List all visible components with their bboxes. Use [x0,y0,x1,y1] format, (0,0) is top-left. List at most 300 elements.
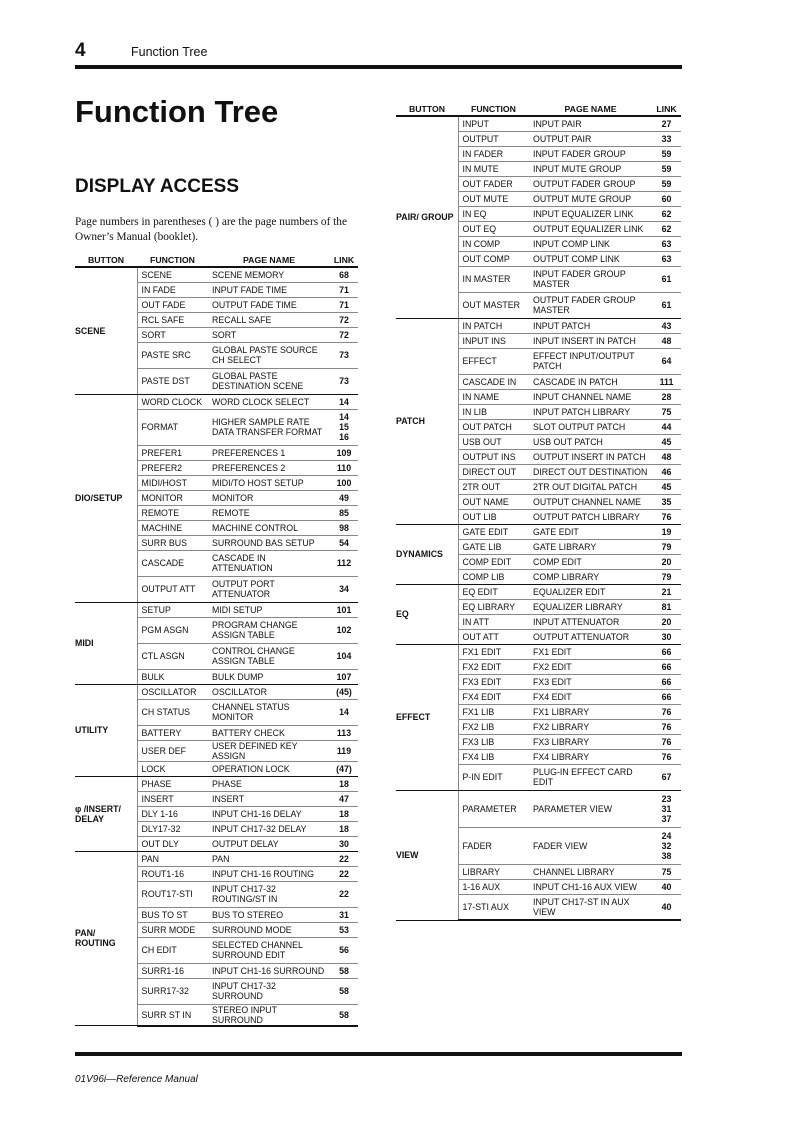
page-name-cell: SCENE MEMORY [208,267,330,282]
button-group-label: PAN/ ROUTING [75,851,137,1026]
page-name-cell: FX4 LIBRARY [529,749,652,764]
function-cell: INPUT INS [458,333,529,348]
link-cell [652,827,681,864]
page-name-cell: MIDI SETUP [208,602,330,617]
function-cell: PASTE SRC [137,342,208,368]
link-cell: 101 [330,602,358,617]
function-cell: OUTPUT ATT [137,576,208,602]
function-cell: OUTPUT INS [458,449,529,464]
button-group-label: MIDI [75,602,137,684]
page-title: Function Tree [75,94,279,129]
page-name-cell: MACHINE CONTROL [208,520,330,535]
page-name-cell: OUTPUT CHANNEL NAME [529,494,652,509]
page-name-cell: OPERATION LOCK [208,761,330,776]
page-name-cell: SURROUND MODE [208,922,330,937]
function-cell: SURR MODE [137,922,208,937]
link-cell: 62 [652,206,681,221]
function-cell: OUT EQ [458,221,529,236]
function-cell: FX2 LIB [458,719,529,734]
function-cell: FORMAT [137,409,208,445]
page-name-cell: OUTPUT FADER GROUP MASTER [529,292,652,318]
page-name-cell: HIGHER SAMPLE RATE DATA TRANSFER FORMAT [208,409,330,445]
link-cell: 63 [652,236,681,251]
link-cell: 56 [330,937,358,963]
header-function: FUNCTION [458,102,529,116]
function-cell: PARAMETER [458,790,529,827]
table-row [75,684,358,699]
function-cell: 17-STI AUX [458,894,529,920]
link-cell: 14 [330,699,358,725]
page-name-cell: GLOBAL PASTE SOURCE CH SELECT [208,342,330,368]
function-cell: FX1 EDIT [458,644,529,659]
function-cell: GATE EDIT [458,524,529,539]
link-cell: 53 [330,922,358,937]
link-cell: 100 [330,475,358,490]
link-cell: 54 [330,535,358,550]
page-name-cell: INPUT PAIR [529,116,652,131]
function-cell: CTL ASGN [137,643,208,669]
link-number: 37 [661,813,672,824]
link-cell [330,409,358,445]
page-name-cell: INPUT ATTENUATOR [529,614,652,629]
page-name-cell: RECALL SAFE [208,312,330,327]
link-cell: 30 [330,836,358,851]
page-name-cell: PARAMETER VIEW [529,790,652,827]
page-name-cell: BUS TO STEREO [208,907,330,922]
function-cell: CH EDIT [137,937,208,963]
link-number: 38 [661,850,672,861]
table-row [75,267,358,282]
link-cell: 58 [330,963,358,978]
link-cell: 44 [652,419,681,434]
page-name-cell: INPUT CH17-ST IN AUX VIEW [529,894,652,920]
function-cell: 2TR OUT [458,479,529,494]
function-cell: OUT MUTE [458,191,529,206]
function-cell: INPUT [458,116,529,131]
header-rule [75,65,682,69]
page-name-cell: CASCADE IN ATTENUATION [208,550,330,576]
function-cell: INSERT [137,791,208,806]
page-name-cell: OUTPUT INSERT IN PATCH [529,449,652,464]
page-name-cell: OSCILLATOR [208,684,330,699]
function-cell: FX2 EDIT [458,659,529,674]
link-cell: 102 [330,617,358,643]
page-name-cell: FX2 EDIT [529,659,652,674]
function-cell: EQ EDIT [458,584,529,599]
link-cell: 79 [652,569,681,584]
page-name-cell: BULK DUMP [208,669,330,684]
running-title: Function Tree [131,45,208,59]
function-cell: FX4 LIB [458,749,529,764]
section-title: DISPLAY ACCESS [75,176,240,197]
page-name-cell: FX4 EDIT [529,689,652,704]
page-name-cell: USB OUT PATCH [529,434,652,449]
page-name-cell: OUTPUT EQUALIZER LINK [529,221,652,236]
function-cell: FX1 LIB [458,704,529,719]
function-cell: IN FADE [137,282,208,297]
link-cell: 43 [652,318,681,333]
link-cell: 75 [652,404,681,419]
link-cell: 61 [652,266,681,292]
page-name-cell: MONITOR [208,490,330,505]
link-cell: 27 [652,116,681,131]
function-table-left [75,253,358,1027]
link-cell: 79 [652,539,681,554]
page-name-cell: USER DEFINED KEY ASSIGN [208,740,330,761]
function-cell: PGM ASGN [137,617,208,643]
link-cell: 18 [330,806,358,821]
table-row [396,524,681,539]
page-name-cell: INSERT [208,791,330,806]
link-number: 14 [339,412,349,422]
page-name-cell: EFFECT INPUT/OUTPUT PATCH [529,348,652,374]
function-cell: OUT MASTER [458,292,529,318]
link-cell: 40 [652,894,681,920]
page-name-cell: CHANNEL LIBRARY [529,864,652,879]
table-row [396,116,681,131]
page-name-cell: INPUT PATCH [529,318,652,333]
button-group-label: PAIR/ GROUP [396,116,458,318]
function-cell: COMP LIB [458,569,529,584]
link-cell: 30 [652,629,681,644]
page-name-cell: INPUT EQUALIZER LINK [529,206,652,221]
link-number: 16 [339,432,349,442]
function-cell: DLY17-32 [137,821,208,836]
table-row [75,602,358,617]
page-name-cell: SLOT OUTPUT PATCH [529,419,652,434]
function-cell: SORT [137,327,208,342]
page-name-cell: 2TR OUT DIGITAL PATCH [529,479,652,494]
link-cell: 112 [330,550,358,576]
function-cell: IN MUTE [458,161,529,176]
page-name-cell: INPUT FADER GROUP MASTER [529,266,652,292]
page-name-cell: FX1 EDIT [529,644,652,659]
link-cell: 47 [330,791,358,806]
page-name-cell: FX2 LIBRARY [529,719,652,734]
link-cell: 45 [652,434,681,449]
page-name-cell: REMOTE [208,505,330,520]
function-cell: GATE LIB [458,539,529,554]
link-cell: 111 [652,374,681,389]
page-name-cell: PAN [208,851,330,866]
link-cell: 98 [330,520,358,535]
link-cell: 66 [652,644,681,659]
page-name-cell: INPUT FADE TIME [208,282,330,297]
header-link: LINK [330,253,358,267]
button-group-label: φ /INSERT/ DELAY [75,776,137,851]
function-cell: 1-16 AUX [458,879,529,894]
function-cell: CH STATUS [137,699,208,725]
link-cell: 113 [330,725,358,740]
page-name-cell: OUTPUT COMP LINK [529,251,652,266]
table-row [75,851,358,866]
function-cell: SETUP [137,602,208,617]
button-group-label: DYNAMICS [396,524,458,584]
page-name-cell: STEREO INPUT SURROUND [208,1004,330,1026]
function-cell: SCENE [137,267,208,282]
function-cell: MACHINE [137,520,208,535]
page-name-cell: PREFERENCES 2 [208,460,330,475]
function-cell: CASCADE [137,550,208,576]
link-cell: 58 [330,1004,358,1026]
function-cell: PREFER1 [137,445,208,460]
page-name-cell: INPUT COMP LINK [529,236,652,251]
function-cell: BULK [137,669,208,684]
link-number: 31 [661,803,672,814]
function-cell: FX4 EDIT [458,689,529,704]
page-name-cell: INPUT CH1-16 AUX VIEW [529,879,652,894]
link-cell: 18 [330,821,358,836]
page-name-cell: FX1 LIBRARY [529,704,652,719]
table-row [396,790,681,827]
link-cell: 75 [652,864,681,879]
page-name-cell: OUTPUT MUTE GROUP [529,191,652,206]
link-cell: 76 [652,734,681,749]
table-row [75,394,358,409]
page-name-cell: MIDI/TO HOST SETUP [208,475,330,490]
intro-text: Page numbers in parentheses ( ) are the page numbers of the Owner’s Manual (booklet). [75,216,347,243]
button-group-label: EQ [396,584,458,644]
function-cell: COMP EDIT [458,554,529,569]
function-cell: RCL SAFE [137,312,208,327]
link-cell: 35 [652,494,681,509]
page-name-cell: OUTPUT FADE TIME [208,297,330,312]
function-cell: OSCILLATOR [137,684,208,699]
link-cell: (47) [330,761,358,776]
link-cell: 48 [652,333,681,348]
page-name-cell: OUTPUT DELAY [208,836,330,851]
function-cell: LOCK [137,761,208,776]
function-cell: USER DEF [137,740,208,761]
page-name-cell: GLOBAL PASTE DESTINATION SCENE [208,368,330,394]
page-name-cell: CASCADE IN PATCH [529,374,652,389]
link-cell: 31 [330,907,358,922]
page-name-cell: INPUT CHANNEL NAME [529,389,652,404]
link-cell: 72 [330,327,358,342]
link-cell: 22 [330,881,358,907]
link-cell: 81 [652,599,681,614]
function-cell: FX3 LIB [458,734,529,749]
link-cell: 110 [330,460,358,475]
function-cell: FADER [458,827,529,864]
function-cell: OUT FADER [458,176,529,191]
function-cell: LIBRARY [458,864,529,879]
link-cell: 34 [330,576,358,602]
button-group-label: DIO/SETUP [75,394,137,602]
page-name-cell: FX3 LIBRARY [529,734,652,749]
function-cell: USB OUT [458,434,529,449]
button-group-label: EFFECT [396,644,458,790]
page-name-cell: INPUT CH17-32 DELAY [208,821,330,836]
link-cell: 59 [652,146,681,161]
function-cell: IN PATCH [458,318,529,333]
link-cell: 76 [652,509,681,524]
function-cell: P-IN EDIT [458,764,529,790]
link-number: 24 [661,830,672,841]
link-cell: 22 [330,866,358,881]
page-name-cell: COMP EDIT [529,554,652,569]
page-name-cell: PLUG-IN EFFECT CARD EDIT [529,764,652,790]
link-cell: 109 [330,445,358,460]
page-name-cell: CHANNEL STATUS MONITOR [208,699,330,725]
header-link: LINK [652,102,681,116]
function-cell: IN FADER [458,146,529,161]
header-page-name: PAGE NAME [208,253,330,267]
link-cell: 119 [330,740,358,761]
page-name-cell: GATE EDIT [529,524,652,539]
page-name-cell: INPUT MUTE GROUP [529,161,652,176]
link-cell: 58 [330,978,358,1004]
link-cell: 85 [330,505,358,520]
link-number: 32 [661,840,672,851]
page-name-cell: OUTPUT ATTENUATOR [529,629,652,644]
page-name-cell: SORT [208,327,330,342]
function-cell: BATTERY [137,725,208,740]
function-cell: BUS TO ST [137,907,208,922]
function-cell: MONITOR [137,490,208,505]
page-name-cell: BATTERY CHECK [208,725,330,740]
link-cell: 48 [652,449,681,464]
page-name-cell: INPUT CH17-32 ROUTING/ST IN [208,881,330,907]
function-cell: IN COMP [458,236,529,251]
link-cell: 60 [652,191,681,206]
link-cell: 66 [652,689,681,704]
function-cell: IN NAME [458,389,529,404]
page-name-cell: SELECTED CHANNEL SURROUND EDIT [208,937,330,963]
link-cell: 21 [652,584,681,599]
table-row [396,584,681,599]
table-row [396,318,681,333]
link-number: 23 [661,793,672,804]
link-cell: 20 [652,614,681,629]
link-cell: 63 [652,251,681,266]
link-cell: 72 [330,312,358,327]
function-cell: EFFECT [458,348,529,374]
function-cell: EQ LIBRARY [458,599,529,614]
page-name-cell: OUTPUT FADER GROUP [529,176,652,191]
button-group-label: UTILITY [75,684,137,776]
link-cell: 59 [652,176,681,191]
page-name-cell: SURROUND BAS SETUP [208,535,330,550]
function-cell: OUT DLY [137,836,208,851]
link-cell: 66 [652,659,681,674]
page-name-cell: EQUALIZER LIBRARY [529,599,652,614]
function-cell: PREFER2 [137,460,208,475]
page-name-cell: GATE LIBRARY [529,539,652,554]
function-cell: IN MASTER [458,266,529,292]
link-cell: 62 [652,221,681,236]
function-cell: MIDI/HOST [137,475,208,490]
link-cell: 76 [652,749,681,764]
function-cell: SURR BUS [137,535,208,550]
page-name-cell: COMP LIBRARY [529,569,652,584]
link-cell: 33 [652,131,681,146]
function-cell: IN EQ [458,206,529,221]
link-cell: 40 [652,879,681,894]
button-group-label: PATCH [396,318,458,524]
header-function: FUNCTION [137,253,208,267]
page-name-cell: INPUT PATCH LIBRARY [529,404,652,419]
page-name-cell: INPUT CH1-16 ROUTING [208,866,330,881]
link-cell: 19 [652,524,681,539]
link-cell: 46 [652,464,681,479]
function-cell: SURR1-16 [137,963,208,978]
page-name-cell: INPUT CH1-16 SURROUND [208,963,330,978]
function-cell: PHASE [137,776,208,791]
page-name-cell: PROGRAM CHANGE ASSIGN TABLE [208,617,330,643]
page-name-cell: INPUT FADER GROUP [529,146,652,161]
footer-rule [75,1052,682,1056]
link-cell: 64 [652,348,681,374]
function-cell: SURR ST IN [137,1004,208,1026]
button-group-label: VIEW [396,790,458,920]
link-cell: 67 [652,764,681,790]
link-cell: 68 [330,267,358,282]
link-cell: 61 [652,292,681,318]
page-name-cell: WORD CLOCK SELECT [208,394,330,409]
page-number: 4 [75,40,86,61]
link-cell: 73 [330,342,358,368]
page-name-cell: FX3 EDIT [529,674,652,689]
table-row [75,776,358,791]
link-cell: 76 [652,704,681,719]
header-button: BUTTON [396,102,458,116]
page-name-cell: OUTPUT PORT ATTENUATOR [208,576,330,602]
link-cell: 107 [330,669,358,684]
function-cell: OUT LIB [458,509,529,524]
function-cell: IN LIB [458,404,529,419]
function-cell: OUT FADE [137,297,208,312]
function-cell: PAN [137,851,208,866]
function-cell: OUT COMP [458,251,529,266]
function-cell: REMOTE [137,505,208,520]
function-cell: OUT ATT [458,629,529,644]
button-group-label: SCENE [75,267,137,394]
link-cell: (45) [330,684,358,699]
footer-text: 01V96i—Reference Manual [75,1074,198,1085]
function-cell: OUTPUT [458,131,529,146]
page-name-cell: OUTPUT PAIR [529,131,652,146]
link-cell: 104 [330,643,358,669]
function-cell: IN ATT [458,614,529,629]
page-name-cell: INPUT CH1-16 DELAY [208,806,330,821]
link-cell: 45 [652,479,681,494]
link-cell: 20 [652,554,681,569]
page-name-cell: CONTROL CHANGE ASSIGN TABLE [208,643,330,669]
page-name-cell: PHASE [208,776,330,791]
page-name-cell: OUTPUT PATCH LIBRARY [529,509,652,524]
function-cell: CASCADE IN [458,374,529,389]
page-name-cell: INPUT INSERT IN PATCH [529,333,652,348]
table-row [396,644,681,659]
link-number: 15 [339,422,349,432]
page-name-cell: INPUT CH17-32 SURROUND [208,978,330,1004]
link-cell: 73 [330,368,358,394]
link-cell: 71 [330,282,358,297]
link-cell: 76 [652,719,681,734]
function-cell: PASTE DST [137,368,208,394]
function-cell: DIRECT OUT [458,464,529,479]
link-cell: 14 [330,394,358,409]
link-cell: 18 [330,776,358,791]
link-cell: 28 [652,389,681,404]
page-name-cell: DIRECT OUT DESTINATION [529,464,652,479]
link-cell: 22 [330,851,358,866]
header-button: BUTTON [75,253,137,267]
function-cell: DLY 1-16 [137,806,208,821]
function-cell: OUT NAME [458,494,529,509]
page-name-cell: FADER VIEW [529,827,652,864]
